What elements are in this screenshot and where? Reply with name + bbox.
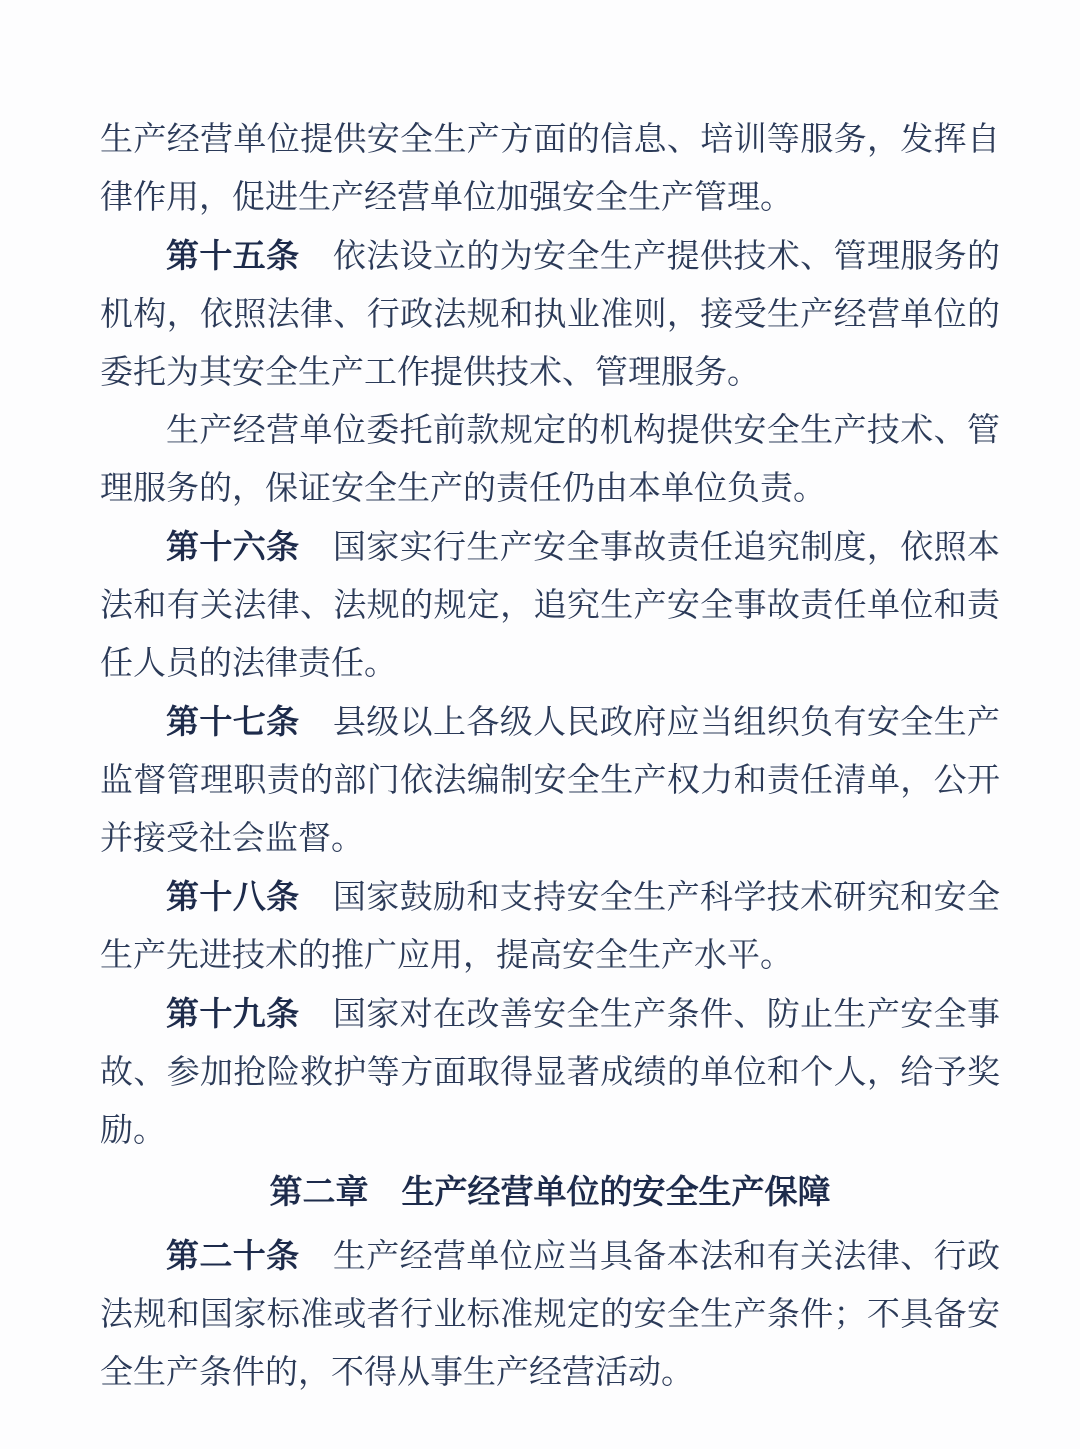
article-text: 国家实行生产安全事故责任追究制度，依照本法和有关法律、法规的规定，追究生产安全事故责任单位和责任人员的法律责任。 <box>100 530 1000 682</box>
article-paragraph <box>100 693 1000 868</box>
chapter-title: 生产经营单位的安全生产保障 <box>401 1173 831 1210</box>
chapter-number: 第二章 <box>269 1173 369 1210</box>
article-paragraph <box>100 985 1000 1160</box>
article-text: 依法设立的为安全生产提供技术、管理服务的机构，依照法律、行政法规和执业准则，接受生产经营单位的委托为其安全生产工作提供技术、管理服务。 <box>100 239 1000 391</box>
article-paragraph <box>100 1227 1000 1402</box>
article-paragraph <box>100 227 1000 402</box>
article-number: 第十五条 <box>166 237 300 274</box>
paragraph-text: 生产经营单位提供安全生产方面的信息、培训等服务，发挥自律作用，促进生产经营单位加强安全生产管理。 <box>100 122 1000 216</box>
article-number: 第十九条 <box>166 995 300 1032</box>
continuation-paragraph <box>100 111 1000 227</box>
article-number: 第十八条 <box>166 878 300 915</box>
article-text: 国家对在改善安全生产条件、防止生产安全事故、参加抢险救护等方面取得显著成绩的单位和个人，给予奖励。 <box>100 997 1000 1149</box>
chapter-heading <box>100 1163 1000 1221</box>
article-number: 第十七条 <box>166 703 300 740</box>
article-text: 生产经营单位应当具备本法和有关法律、行政法规和国家标准或者行业标准规定的安全生产条件；不具备安全生产条件的，不得从事生产经营活动。 <box>100 1239 1000 1391</box>
article-number: 第十六条 <box>166 528 300 565</box>
article-paragraph <box>100 868 1000 985</box>
document-text-block <box>100 111 1000 1402</box>
paragraph-text: 生产经营单位委托前款规定的机构提供安全生产技术、管理服务的，保证安全生产的责任仍由本单位负责。 <box>100 413 1000 507</box>
article-number: 第二十条 <box>166 1237 300 1274</box>
article-text: 县级以上各级人民政府应当组织负有安全生产监督管理职责的部门依法编制安全生产权力和责任清单，公开并接受社会监督。 <box>100 705 1000 857</box>
body-paragraph <box>100 402 1000 518</box>
article-paragraph <box>100 518 1000 693</box>
article-text: 国家鼓励和支持安全生产科学技术研究和安全生产先进技术的推广应用，提高安全生产水平。 <box>100 880 1000 974</box>
